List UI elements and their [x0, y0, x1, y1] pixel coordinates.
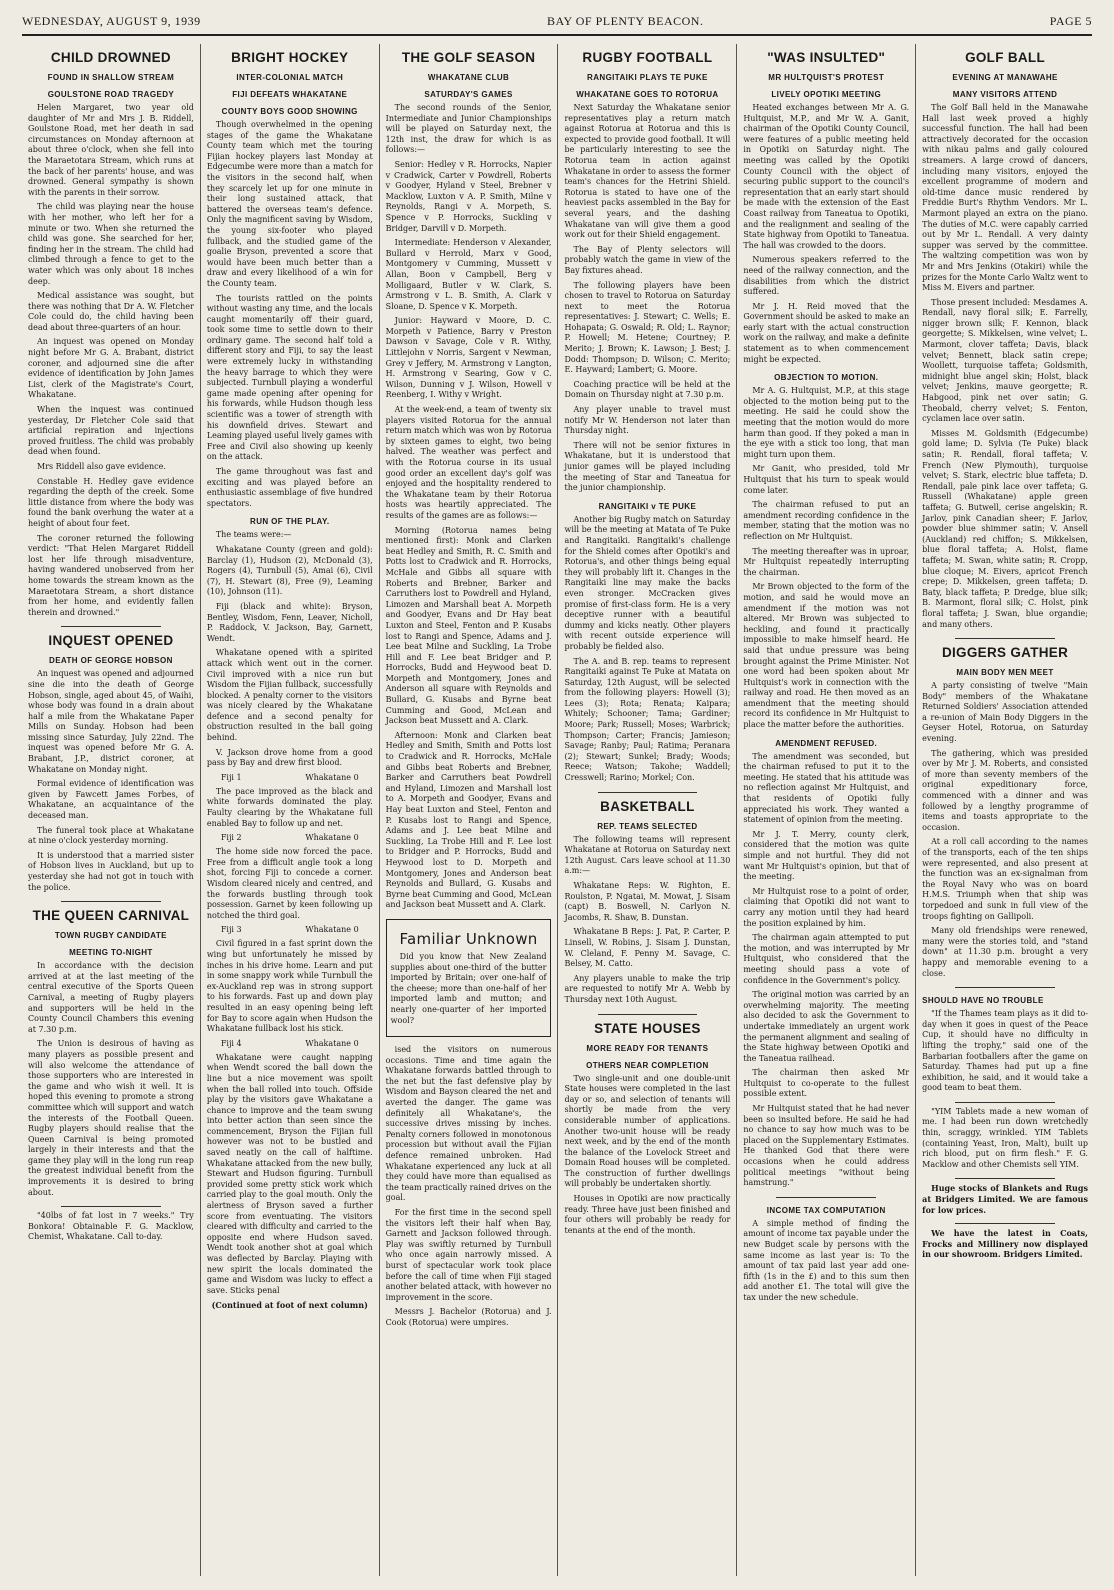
paragraph: Junior: Hayward v Moore, D. C. Morpeth v Patience, Barry v Preston Dawson v Savage, Cole v R. Withy, Littlejohn v Norris, Sargent v Newman, Grey v Jeffery, M. Armstrong v Langton, H. Armstrong v Searing, Gow v C. Wilson, Dunning v J. Wilson, Howell v Reenberg, I. Withy v Wright.: [385, 316, 552, 400]
paragraph: Intermediate: Henderson v Alexander, Bullard v Herrold, Marx v Good, Montgomery v Cumming, Mussett v Allan, Boon v Campbell, Berg v Molligaard, Butler v W. Clark, S. Armstrong v L. B. Smith, A. Clark v Sloane, D. Spence v K. Morpeth.: [385, 238, 552, 311]
article-title: "WAS INSULTED": [767, 50, 886, 65]
paragraph: Mr Hultquist rose to a point of order, claiming that Opotiki did not want to carry any motion until they had heard the position explained by him.: [743, 886, 910, 928]
divider: [955, 987, 1054, 988]
masthead-page: PAGE 5: [1049, 13, 1092, 28]
section-heading: OBJECTION TO MOTION.: [774, 373, 879, 383]
section-heading: AMENDMENT REFUSED.: [775, 738, 878, 748]
article-subtitle: TOWN RUGBY CANDIDATE: [54, 931, 167, 941]
paragraph: The game throughout was fast and exciting and was played before an enthusiastic assemblage of five hundred spectators.: [206, 467, 373, 508]
article-subtitle: MEETING TO-NIGHT: [69, 948, 153, 958]
paragraph: The second rounds of the Senior, Intermediate and Junior Championships will be played on Saturday next, the 12th inst, the draw for which is as follows:—: [385, 103, 552, 155]
column-4: [558, 44, 737, 1576]
box-title: Familiar Unknown: [399, 929, 538, 948]
article-title: THE QUEEN CARNIVAL: [32, 908, 190, 924]
paragraph: The original motion was carried by an overwhelming majority. The meeting also decided to ask the Government to undertake immediately an urgent work the permanent alignment and sealing of the State highway between Opotiki and the Taneatua railhead.: [743, 990, 910, 1063]
paragraph: The following players have been chosen to travel to Rotorua on Saturday next to meet the Rotorua representatives: J. Stewart; C. Wells; E. Hohapata; G. Oswald; R. Old; L. Raynor; P. Howell; M. Hetene; Courtney; P. Merito; J. Brown; K. Lawson; J. Best; J. Dodd: Thompson; D. Wilson; C. Merito; E. Hayward; Lambert; G. Moore.: [564, 280, 731, 375]
advertisement: "40lbs of fat lost in 7 weeks." Try Bonkora! Obtainable F. G. Macklow, Chemist, Whakatane. Call to-day.: [28, 1211, 194, 1242]
paragraph: The coroner returned the following verdict: "That Helen Margaret Riddell lost her life through misadventure, having wandered unobserved from her home towards the stream known as the Maraetotara Stream, a short distance from her home, and evidently fallen therein and drowned.": [28, 533, 194, 617]
article-subtitle: MAIN BODY MEN MEET: [956, 668, 1054, 678]
paragraph: The Bay of Plenty selectors will probably watch the game in view of the Bay fixtures ahead.: [564, 244, 731, 275]
paragraph: Another big Rugby match on Saturday will be the meeting at Matata of Te Puke and Rangitaiki. Rangitaiki's challenge for the Shield comes after Opotiki's and Rotorua's, and other things being equal they will probably lift it. Changes in the Rangitaiki line may make the backs even stronger. McCracken gives promise of first-class form. He is a very deceptive runner with a beautiful dummy and kicks neatly. Other players with recent outside experience will probably be fielded also.: [564, 514, 731, 651]
paragraph: The funeral took place at Whakatane at nine o'clock yesterday morning.: [28, 825, 194, 846]
paragraph: Civil figured in a fast sprint down the wing but unfortunately he missed by inches in his drive home. Learn and put in some snappy work while Turnbull the ex-Auckland rep was in strong support to his forwards. Fast up and down play resulted in an easy opening being left for Bay to score again when Hudson the Whakatane fullback lost his stick.: [206, 939, 373, 1034]
article-subtitle: REP. TEAMS SELECTED: [597, 821, 698, 831]
score-fiji: Fiji 2: [220, 833, 242, 843]
paragraph: Formal evidence of identification was given by Fawcett James Forbes, of Whakatane, an acquaintance of the deceased man.: [28, 779, 194, 821]
paragraph: The meeting thereafter was in uproar, Mr Hultquist repeatedly interrupting the chairman.: [743, 546, 910, 577]
paragraph: Whakatane were caught napping when Wendt scored the ball down the line but a nice movement was spoilt when the ball rolled into touch. Offside play by the visitors gave Whakatane a chance to improve and the team swung into better action than seen since the commencement, Bryson the Fijian full however was not to be bustled and saved neatly on the call of halftime. Whakatane attacked from the new bully, Stewart and Hudson figuring. Turnbull provided some pretty stick work which carried play to the goal mouth. Only the alertness of Bryson saved a further score from eventuating. The visitors cleared with difficulty and carried to the opposite end where Hudson saved. Wendt took another shot at goal which was deflected by Barclay. Playing with new spirit the locals dominated the game and Wisdom was lucky to effect a save. Sticks penal: [206, 1052, 373, 1295]
paragraph: Messrs J. Bachelor (Rotorua) and J. Cook (Rotorua) were umpires.: [385, 1307, 552, 1327]
divider: [598, 1014, 697, 1015]
paragraph: Mr A. G. Hultquist, M.P., at this stage objected to the motion being put to the meeting. He said he could show the meeting that the motion would do more harm than good. If they poked a man in the eye with a stick too long, that man might turn upon them.: [743, 386, 910, 459]
paragraph: The chairman again attempted to put the motion, and was interrupted by Mr Hultquist, who considered that the meeting should pass a vote of confidence in the Government's policy.: [743, 933, 910, 985]
divider: [776, 1197, 875, 1198]
masthead: [22, 8, 1092, 36]
paragraph: Though overwhelmed in the opening stages of the game the Whakatane County team which met the touring Fijian hockey players last Monday at Edgecumbe were more than a match for the visitors in the second half, when they scarcely let up for one minute in their long sustained attack, that battered the overseas team's defence. Only the magnificent saving by Wisdom, the young six-footer who played fullback, and the studied game of the goalie Bryson, prevented a score that would have been much better than a draw and every likelihood of a win for the County team.: [206, 120, 373, 288]
article-subtitle: MANY VISITORS ATTEND: [952, 90, 1058, 99]
advertisement: We have the latest in Coats, Frocks and Millinery now displayed in our showroom. Bridgers Limited.: [922, 1228, 1088, 1260]
article-subtitle: INTER-COLONIAL MATCH: [236, 73, 344, 82]
paragraph: Whakatane County (green and gold): Barclay (1), Hudson (2), McDonald (3), Rogers (4), Turnbull (5), Amai (6), Civil (7), H. Stewart (8), Free (9), Leaming (10), Johnson (11).: [206, 544, 373, 597]
paragraph: Senior: Hedley v R. Horrocks, Napier v Cradwick, Carter v Powdrell, Roberts v Goodyer, Hyland v Steel, Brebner v Macklow, Luxton v A. P. Smith, Milne v Reynolds, Rangi v A. Morpeth, S. Spence v P. Horrocks, Suckling v Bridger, Darvill v D. Morpeth.: [385, 159, 552, 233]
masthead-paper: BAY OF PLENTY BEACON.: [546, 13, 704, 28]
article-subtitle: LIVELY OPOTIKI MEETING: [771, 90, 882, 99]
paragraph: Any player unable to travel must notify Mr W. Henderson not later than Thursday night.: [564, 405, 731, 436]
score-whakatane: Whakatane 0: [305, 772, 359, 782]
divider: [955, 1178, 1054, 1179]
paragraph: Heated exchanges between Mr A. G. Hultquist, M.P., and Mr W. A. Ganit, chairman of the Opotiki County Council, were features of a public meeting held in Opotiki on Saturday night. The meeting was called by the Opotiki County Council with the object of securing public support to the council's representation that an early start should be made with the extension of the East Coast railway from Taneatua to Opotiki, and the realignment and sealing of the State highway from Opotiki to Taneatua. The hall was crowded to the doors.: [743, 103, 910, 250]
score-whakatane: Whakatane 0: [305, 833, 359, 843]
article-subtitle: SATURDAY'S GAMES: [424, 90, 513, 99]
paragraph: V. Jackson drove home from a good pass by Bay and drew first blood.: [206, 747, 373, 768]
paragraph: The following teams will represent Whakatane at Rotorua on Saturday next 12th August. Cars leave school at 11.30 a.m:—: [564, 834, 731, 876]
article-title: STATE HOUSES: [594, 1020, 701, 1036]
paragraph: "If the Thames team plays as it did to-day when it goes in quest of the Peace Cup, it should have no difficulty in lifting the trophy," said one of the Barbarian footballers after the game on Saturday. Thames had put up a fine exhibition, he said, and it would take a good team to beat them.: [922, 1009, 1088, 1093]
paragraph: Mr J. T. Merry, county clerk, considered that the motion was quite simple and not hurtful. They did not want Mr Hultquist's opinion, but that of the meeting.: [743, 829, 910, 882]
paragraph: A simple method of finding the amount of income tax payable under the new Budget scale by persons with the same income as last year is: To the amount of tax paid last year add one-fifth (1s in the £) and to this sum then add another £1. The total will give the tax under the new schedule.: [743, 1218, 910, 1302]
paragraph: Medical assistance was sought, but there was nothing that Dr A. W. Fletcher Cole could do, the child having been dead about three-quarters of an hour.: [28, 291, 194, 332]
paragraph: The A. and B. rep. teams to represent Rangitaiki against Te Puke at Matata on Saturday, 12th August, will be selected from the following players: Howell (3); Lees (3); Rota; Renata; Kaipara; Whitely; Schooner; Tama; Gardiner; Moore; Park; Russell; Moses; Warbrick; Thompson; Carter; Francis; Jamieson; Savage; Ranby; Paul; Ratima; Peranara (2); Stewart; Sunkel; Brady; Woods; Reece; Watson; Takohe; Waddell; Cresswell; Rarino; Morkel; Con.: [564, 656, 731, 783]
paragraph: The child was playing near the house with her mother, who left her for a minute or two. When she returned the child was gone. She searched for her, finding her in the stream. The child had climbed through a fence to get to the water which was only about 18 inches deep.: [28, 202, 194, 286]
paragraph: Houses in Opotiki are now practically ready. Three have just been finished and four others will probably be ready for tenants at the end of the month.: [564, 1194, 731, 1235]
paragraph: Morning (Rotorua names being mentioned first): Monk and Clarken beat Hedley and Smith, R. C. Smith and Potts lost to Cradwick and R. Horrocks, McHale and Gibbs all square with Roberts and Brebner, Barker and Carruthers lost to Powdrell and Hyland, Limozen and Marshall beat A. Morpeth and Goodyer, Evans and Dr Hay beat Luxton and Steel, Fenton and P. Kusabs lost to Rangi and Spence, Adams and J. Lee beat Milne and Suckling, La Trobe Hill and F. Lee beat Bridger and P. Horrocks, Budd and Heywood beat D. Morpeth and Montgomery, Jones and Anderson all square with Reynolds and Bullard, G. Kusabs and Byrne beat Cumming and Good, McLean and Jackson beat Mussett and A. Clark.: [385, 525, 552, 726]
article-title: RUGBY FOOTBALL: [582, 50, 713, 65]
column-5: [737, 44, 916, 1576]
advertisement: Huge stocks of Blankets and Rugs at Bridgers Limited. We are famous for low prices.: [922, 1183, 1088, 1215]
paragraph: Whakatane opened with a spirited attack which went out in the corner. Civil improved with a nice run but Wisdom the Fijian fullback, successfully blocked. A penalty corner to the visitors was nicely cleared by the Whakatane defence and a second penalty for obstruction resulted in the ball going behind.: [206, 648, 373, 743]
paragraph: Whakatane B Reps: J. Pat, P. Carter, P. Linsell, W. Robins, J. Sisam J. Dunstan, W. Cleland, F. Penny M. Savage, C. Belsey, M. Catto.: [564, 927, 731, 969]
paragraph: Mr Brown objected to the form of the motion, and said he would move an amendment if the motion was not altered. Mr Brown was subjected to heckling, and found it practically impossible to make himself heard. He said that undue pressure was being brought against the Prime Minister. Not one word had been spoken about Mr Hultquist's work in connection with the railway and road. He then moved as an amendment that the meeting should record its confidence in Mr Hultquist to place the matter before the authorities.: [743, 582, 910, 730]
divider: [955, 1102, 1054, 1103]
score-whakatane: Whakatane 0: [305, 925, 359, 935]
paragraph: Mr J. H. Reid moved that the Government should be asked to make an early start with the actual construction work on the railway, and make a definite statement as to when commencement might be expected.: [743, 301, 910, 364]
paragraph: Mr Ganit, who presided, told Mr Hultquist that his turn to speak would come later.: [743, 464, 910, 495]
paragraph: The Golf Ball held in the Manawahe Hall last week proved a highly successful function. The hall had been attractively decorated for the occasion with nikau palms and gaily coloured streamers. A large crowd of dancers, including many visitors, enjoyed the excellent programme of modern and old-time dance music rendered by Freddie Burt's Rhythm Vendors. Mr L. Marmont played an extra on the piano. The duties of M.C. were capably carried out by Mr L. Rendall. A very dainty supper was served by the committee. The waltzing competition was won by Mr and Mrs Jenkins (Otakiri) while the prizes for the Monte Carlo Waltz went to Miss M. Eivers and partner.: [922, 103, 1088, 293]
article-subtitle: FIJI DEFEATS WHAKATANE: [232, 90, 348, 99]
advertisement: "YIM Tablets made a new woman of me. I had been run down wretchedly thin, scraggy, wrinkled. YIM Tablets (containing Yeast, Iron, Malt), built up rich blood, put on firm flesh." F. G. Macklow and other Chemists sell YIM.: [922, 1106, 1088, 1169]
paragraph: Two single-unit and one double-unit State houses were completed in the last day or so, and selection of tenants will shortly be made from the very considerable number of applications. Another two-unit house will be ready next week, and by the end of the month the balance of the Lovelock Street and Domain Road houses will be completed. The construction of further dwellings will probably be undertaken shortly.: [564, 1073, 731, 1189]
article-subtitle: GOULSTONE ROAD TRAGEDY: [47, 90, 175, 99]
section-heading: INCOME TAX COMPUTATION: [766, 1205, 886, 1215]
article-subtitle: WHAKATANE CLUB: [427, 73, 510, 82]
paragraph: Misses M. Goldsmith (Edgecumbe) gold lame; D. Sylvia (Te Puke) black satin; R. Rendall, floral taffeta; V. French (New Plymouth), turquoise velvet; S. Stark, electric blue taffeta; D. Rendall, pale pink lace over taffeta; G. Russell (Whakatane) apple green taffeta; G. Butwell, cerise angelskin; R. Jarlov, pink Canadian sheer; F. Jarlov, powder blue shimmer satin; V. Ansell (Auckland) red chiffon; S. Mikkelsen, blue floral taffeta; A. Holst, flame taffeta; M. Swan, white satin; R. Cropp, blue cloque; M. Eivers, apricot French crepe; D. Mikkelsen, green taffeta; D. Baty, black taffeta; P. Dredge, blue silk; B. Marmont, floral silk; C. Holst, pink floral taffeta; J. Swan, blue organdie; and many others.: [922, 428, 1088, 629]
paragraph: Constable H. Hedley gave evidence regarding the depth of the creek. Some little distance from where the body was found the bank overhung the water at a height of about four feet.: [28, 476, 194, 528]
paragraph: Coaching practice will be held at the Domain on Thursday night at 7.30 p.m.: [564, 379, 731, 400]
paragraph: Any players unable to make the trip are requested to notify Mr A. Webb by Thursday next 10th August.: [564, 973, 731, 1004]
divider: [955, 638, 1054, 639]
paragraph: An inquest was opened on Monday night before Mr G. A. Brabant, district coroner, and adjourned sine die after evidence of identification by John James List, clerk of the Magistrate's Court, Whakatane.: [28, 337, 194, 400]
score-fiji: Fiji 4: [220, 1038, 242, 1048]
paragraph: At the week-end, a team of twenty six players visited Rotorua for the annual return match which was won by Rotorua by sixteen games to eight, two being halved. The weather was perfect and with the Rotorua course in its usual good order an excellent day's golf was enjoyed and the hospitality rendered to the Whakatane team by their Rotorua hosts was heartily appreciated. The results of the games are as follows:—: [385, 405, 552, 520]
paragraph: Next Saturday the Whakatane senior representatives play a return match against Rotorua at Rotorua and this is expected to provide good football. It will be particularly interesting to see the Rotorua team in action against Whakatane in order to assess the former team's chances for the Hetrini Shield. Rotorua is stated to have one of the heaviest packs assembled in the Bay for several years, and the dashing Whakatane van will give them a good work out for their Shield engagement.: [564, 103, 731, 240]
article-subtitle: WHAKATANE GOES TO ROTORUA: [576, 90, 719, 99]
column-2: [201, 44, 380, 1576]
newspaper-columns: [22, 44, 1094, 1576]
article-subtitle: EVENING AT MANAWAHE: [952, 73, 1058, 82]
article-title: DIGGERS GATHER: [941, 645, 1069, 661]
paragraph: Mr Hultquist stated that he had never been so insulted before. He said he had no chance to say how much was to be placed on the Supplementary Estimates. He thanked God that there were occasions when he could address political meetings "without being hamstrung.": [743, 1104, 910, 1188]
masthead-date: WEDNESDAY, AUGUST 9, 1939: [22, 13, 201, 28]
article-title: BASKETBALL: [600, 798, 695, 814]
paragraph: The gathering, which was presided over by Mr J. M. Roberts, and consisted of more than seventy members of the original expeditionary force, commenced with a dinner and was followed by a lengthy programme of items and toasts appropriate to the occasion.: [922, 748, 1088, 832]
paragraph: There will not be senior fixtures in Whakatane, but it is understood that junior games will be played including the meeting of Star and Taneatua for the junior championship.: [564, 440, 731, 493]
paragraph: ised the visitors on numerous occasions. Time and time again the Whakatane forwards battled through to the net but the fast defensive play by Wisdom and Bayson cleared the net and averted the danger. The game was definitely all Whakatane's, the successive drives missing by inches. Penalty corners followed in monotonous procession but without avail the Fijian defence remained unbroken. Had Whakatane experienced any luck at all they could have more than equalised as the team practically rained drives on the goal.: [385, 1045, 552, 1203]
paragraph: The Union is desirous of having as many players as possible present and will also welcome the attendance of those supporters who are interested in the game and who wish it well. It is hoped this evening to promote a strong committee which will support and watch the interests of the Football Queen. Rugby players should realise that the Queen Carnival is being promoted largely in their interests and that the game they play will in the long run reap the greatest individual benefit from the improvements it is desired to bring about.: [28, 1039, 194, 1197]
article-subtitle: MR HULTQUIST'S PROTEST: [768, 73, 885, 82]
paragraph: Numerous speakers referred to the need of the railway connection, and the disabilities from which the district suffered.: [743, 255, 910, 297]
score-line: [207, 925, 373, 935]
column-1: [22, 44, 201, 1576]
divider: [61, 901, 160, 902]
paragraph: Afternoon: Monk and Clarken beat Hedley and Smith, Smith and Potts lost to Cradwick and R. Horrocks, McHale and Gibbs beat Roberts and Brebner, Barker and Carruthers beat Powdrell and Hyland, Limozen and Marshall lost to A. Morpeth and Goodyer, Evans and Hay beat Luxton and Steel, Fenton and P. Kusabs lost to Rangi and Spence, Adams and J. Lee beat Milne and Suckling, La Trobe Hill and F. Lee lost to Bridger and P. Horrocks, Budd and Heywood lost to D. Morpeth and Montgomery, Jones and Anderson beat Reynolds and Bullard, G. Kusabs and Byrne beat Cumming and Good, McLean and Jackson beat Mussett and A. Clark.: [385, 730, 552, 910]
article-title: GOLF BALL: [965, 50, 1046, 65]
article-title: CHILD DROWNED: [50, 50, 171, 65]
paragraph: In accordance with the decision arrived at at the last meeting of the central executive of the Sports Queen Carnival, a meeting of Rugby players and supporters will be held in the County Council Chambers this evening at 7.30 p.m.: [28, 961, 194, 1034]
paragraph: Mrs Riddell also gave evidence.: [37, 462, 166, 471]
divider: [61, 626, 160, 627]
divider: [598, 792, 697, 793]
score-whakatane: Whakatane 0: [305, 1038, 359, 1048]
divider: [955, 1223, 1054, 1224]
score-line: [207, 1039, 373, 1049]
section-heading: SHOULD HAVE NO TROUBLE: [922, 996, 1044, 1006]
paragraph: The amendment was seconded, but the chairman refused to put it to the meeting. He stated that his attitude was no reflection against Mr Hultquist, and that residents of Opotiki fully appreciated his work. They wanted a statement of opinion from the meeting.: [743, 751, 910, 825]
article-subtitle: OTHERS NEAR COMPLETION: [586, 1060, 709, 1070]
paragraph: An inquest was opened and adjourned sine die into the death of George Hobson, single, aged about 45, of Waihi, whose body was found in a drain about half a mile from the Whakatane Paper Mills on Sunday. Hobson had been missing since Saturday, July 22nd. The inquest was opened before Mr G. A. Brabant, J.P., district coroner, at Whakatane on Monday night.: [28, 669, 194, 774]
paragraph: When the inquest was continued yesterday, Dr Fletcher Cole said that artificial repiration and injections proved fruitless. The child was probably dead when found.: [28, 405, 194, 457]
divider: [61, 1206, 160, 1207]
familiar-unknown-box: [386, 919, 552, 1037]
paragraph: The teams were:—: [215, 530, 292, 540]
article-subtitle: MORE READY FOR TENANTS: [586, 1043, 709, 1053]
article-title: BRIGHT HOCKEY: [231, 50, 349, 65]
continued-note: (Continued at foot of next column): [211, 1300, 368, 1311]
article-title: INQUEST OPENED: [48, 633, 174, 649]
column-3: [380, 44, 559, 1576]
article-subtitle: COUNTY BOYS GOOD SHOWING: [221, 107, 358, 116]
section-heading: RUN OF THE PLAY.: [250, 517, 330, 527]
paragraph: Those present included: Mesdames A. Rendall, navy floral silk; E. Farrelly, nigger brown silk; F. Kennon, black georgette; S. Mikkelsen, wine velvet; L. Marmont, clover taffeta; Davis, black velvet; Bennett, black satin crepe; Woollett, turquoise taffeta; Goldsmith, midnight blue angel skin; Holst, black velvet; Jenkins, mauve georgette; R. Habgood, pink net over satin; G. Theobald, cherry velvet; S. Fenton, cyclamen lace over satin.: [922, 297, 1088, 424]
column-6: [916, 44, 1094, 1576]
paragraph: The chairman refused to put an amendment recording confidence in the member, stating that the motion was no reflection on Mr Hultquist.: [743, 500, 910, 541]
article-subtitle: FOUND IN SHALLOW STREAM: [47, 73, 175, 82]
article-subtitle: DEATH OF GEORGE HOBSON: [49, 656, 173, 666]
paragraph: The home side now forced the pace. Free from a difficult angle took a long shot, forcing Fiji to concede a corner. Wisdom cleared nicely and centred, and the forwards bustling through took possession. Garnet by keen following up notched the third goal.: [206, 847, 373, 920]
paragraph: For the first time in the second spell the visitors left their half when Bay, Garnett and Jackson followed through. Play was swiftly returned by Turnbull who once again narrowly missed. A burst of spectacular work took place before the call of time when Fiji staged another belated attack, with however no improvement in the score.: [385, 1208, 552, 1302]
paragraph: Many old friendships were renewed, many were the stories told, and "stand down" at 11.30 p.m. brought a very happy and memorable evening to a close.: [922, 926, 1088, 978]
paragraph: Fiji (black and white): Bryson, Bentley, Wisdom, Fenn, Leaver, Nicholl, P. Raddock, V. Jackson, Bay, Garnett, Wendt.: [206, 601, 373, 643]
paragraph: Did you know that New Zealand supplies about one-third of the butter imported by Britain; over one-half of the cheese; more than one-half of her imported lamb and mutton; and nearly one-quarter of her imported wool?: [390, 951, 547, 1025]
paragraph: It is understood that a married sister of Hobson lives in Auckland, but up to yesterday she had not got in touch with the police.: [28, 850, 194, 892]
paragraph: At a roll call according to the names of the transports, each of the ten ships were represented, and also present at the function was an ex-signalman from the Royal Navy who was on board H.M.S. Triumph when that ship was torpedoed and sunk in full view of the troops fighting on Gallipoli.: [922, 837, 1088, 921]
paragraph: The chairman then asked Mr Hultquist to co-operate to the fullest possible extent.: [743, 1068, 910, 1099]
score-fiji: Fiji 1: [220, 772, 242, 782]
paragraph: Whakatane Reps: W. Righton, E. Roulston, P. Ngatai, M. Mowat, J. Sisam (capt) B. Boswell, N. Carlyon N. Jacombs, R. Shaw, B. Dunstan.: [564, 881, 731, 922]
score-fiji: Fiji 3: [220, 925, 242, 935]
paragraph: Helen Margaret, two year old daughter of Mr and Mrs J. B. Riddell, Goulstone Road, met her death in sad circumstances on Monday afternoon at about three o'clock, when she fell into the Maraetotara Stream, which runs at the back of her parents' house, and was drowned. General sympathy is shown with the parents in their sorrow.: [28, 103, 194, 197]
article-title: THE GOLF SEASON: [401, 50, 536, 65]
paragraph: A party consisting of twelve "Main Body" members of the Whakatane Returned Soldiers' Association attended a re-union of Main Body Diggers in the Geyser Hotel, Rotorua, on Saturday evening.: [922, 681, 1088, 744]
score-line: [207, 833, 373, 843]
paragraph: The tourists rattled on the points without wasting any time, and the locals caught momentarily off their guard, took some time to settle down to their ordinary game. The second half told a different story and Fiji, to say the least were extremely lucky in withstanding the heavy barrage to which they were subjected. Turnbull playing a wonderful game made opening after opening for his forwards, while Hudson though less scientific was a tower of strength with his downfield drives. Stewart and Leaming played useful lively games with Free and Civil also showing up keenly on the attack.: [206, 293, 373, 462]
section-heading: RANGITAIKI v TE PUKE: [598, 501, 697, 511]
paragraph: The pace improved as the black and white forwards dominated the play. Faulty clearing by the Whakatane full enabled Bay to follow up and net.: [206, 786, 373, 828]
score-line: [207, 773, 373, 783]
article-subtitle: RANGITAIKI PLAYS TE PUKE: [587, 73, 708, 82]
